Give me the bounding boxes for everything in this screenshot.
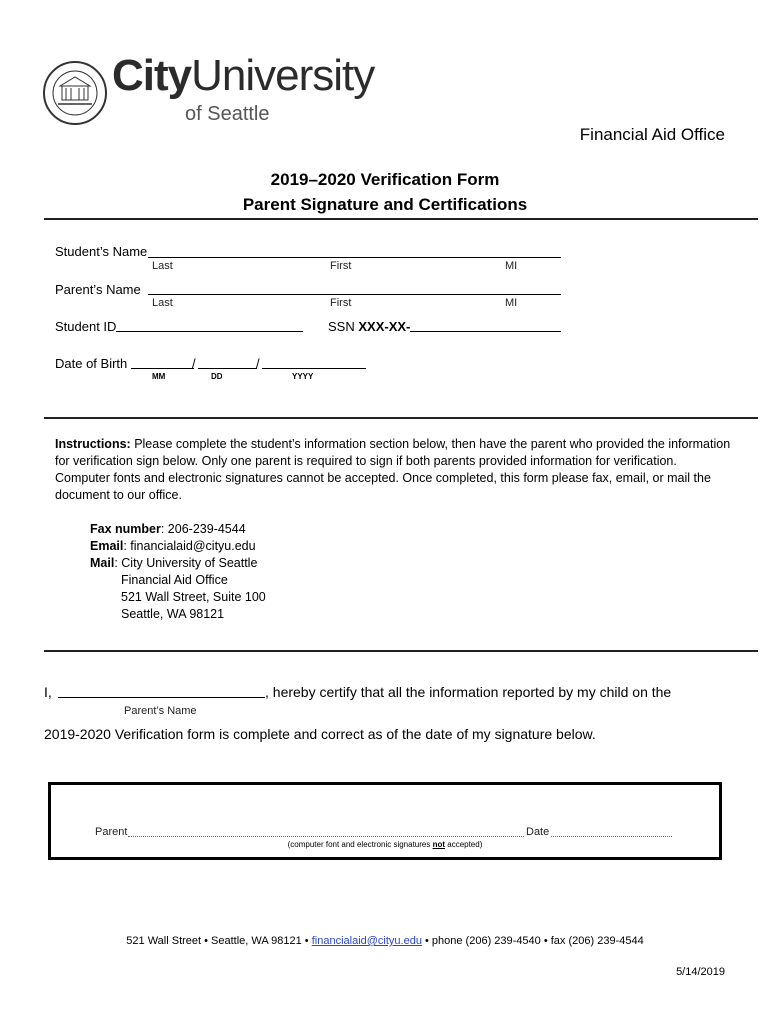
email-line: Email: financialaid@cityu.edu [90, 539, 256, 553]
parent-mi-caption: MI [505, 297, 518, 309]
dob-mm-caption: MM [152, 372, 166, 381]
cert-statement: , hereby certify that all the information reported by my child on the [265, 684, 672, 700]
instructions-text: Instructions: Please complete the student’s information section below, then have the parent who provided the information for verification sign below. Only one parent is required to sign if both parents provided information for verification. Computer fonts and electronic signatures cannot be accepted. Once completed, this form please fax, email, or mail the document to our office. [55, 437, 731, 502]
parent-signature-line[interactable] [128, 836, 524, 837]
logo-wordmark: CityUniversity [112, 51, 375, 100]
dob-year-field[interactable] [262, 368, 366, 369]
form-subtitle: Parent Signature and Certifications [242, 195, 528, 214]
form-title: 2019–2020 Verification Form [270, 170, 500, 189]
parent-name-cert-field[interactable] [58, 697, 265, 698]
cert-statement-cont: 2019-2020 Verification form is complete and correct as of the date of my signature below. [44, 726, 596, 742]
mail-line: Mail: City University of Seattle [90, 556, 258, 570]
university-seal-icon [42, 60, 108, 126]
dob-label: Date of Birth [55, 356, 128, 371]
parent-first-caption: First [330, 297, 352, 309]
signature-note: (computer font and electronic signatures not accepted) [287, 840, 483, 849]
parent-signature-label: Parent [95, 826, 128, 838]
mail-city: Seattle, WA 98121 [121, 607, 225, 621]
divider [44, 417, 758, 419]
mail-street: 521 Wall Street, Suite 100 [121, 590, 266, 604]
student-id-field[interactable] [116, 331, 303, 332]
logo-subtitle: of Seattle [185, 103, 270, 125]
student-name-label: Student’s Name [55, 244, 148, 259]
student-mi-caption: MI [505, 260, 518, 272]
student-id-label: Student ID [55, 319, 117, 334]
divider [44, 650, 758, 652]
fax-line: Fax number: 206-239-4544 [90, 522, 246, 536]
date-label: Date [526, 826, 550, 838]
dob-day-field[interactable] [198, 368, 257, 369]
student-first-caption: First [330, 260, 352, 272]
ssn-prefix: XXX-XX- [358, 319, 411, 334]
dob-yyyy-caption: YYYY [292, 372, 314, 381]
revision-date: 5/14/2019 [676, 966, 725, 978]
parent-last-caption: Last [152, 297, 173, 309]
cert-prefix: I, [44, 684, 52, 700]
dob-month-field[interactable] [131, 368, 194, 369]
student-last-caption: Last [152, 260, 173, 272]
student-name-field[interactable] [148, 257, 561, 258]
dob-separator: / [192, 356, 196, 371]
mail-office: Financial Aid Office [121, 573, 228, 587]
footer-contact: 521 Wall Street • Seattle, WA 98121 • financialaid@cityu.edu • phone (206) 239-4540 • fax (206) 239-4544 [126, 935, 644, 947]
parent-name-field[interactable] [148, 294, 561, 295]
ssn-field[interactable] [410, 331, 561, 332]
parent-name-caption: Parent’s Name [124, 705, 197, 717]
footer-email-link[interactable]: financialaid@cityu.edu [311, 935, 422, 947]
signature-date-line[interactable] [551, 836, 672, 837]
dob-separator: / [256, 356, 260, 371]
office-name: Financial Aid Office [579, 125, 725, 144]
divider [44, 218, 758, 220]
parent-name-label: Parent’s Name [55, 282, 141, 297]
ssn-label: SSN XXX-XX- [328, 319, 411, 334]
dob-dd-caption: DD [211, 372, 223, 381]
